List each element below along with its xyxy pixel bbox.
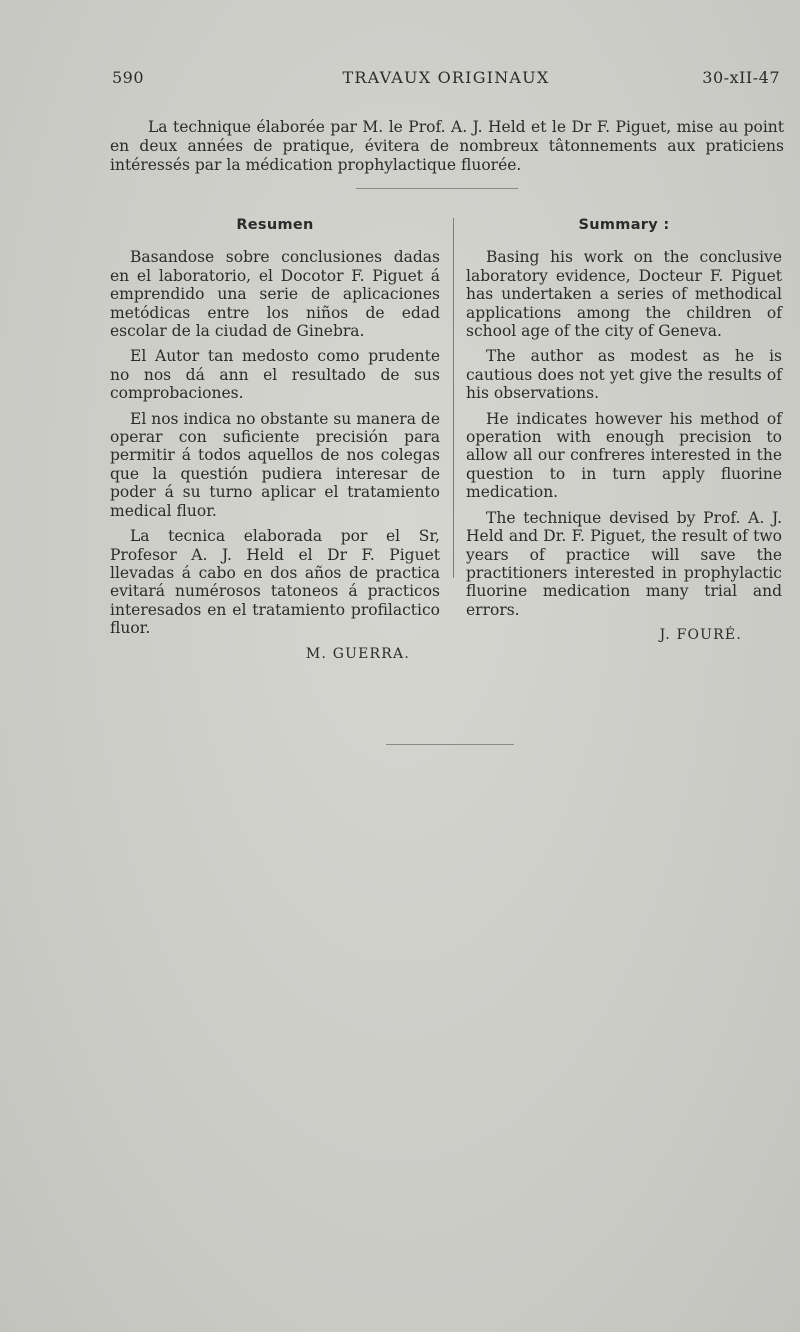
summary-column: [466, 216, 782, 645]
section-divider-bottom: [386, 744, 514, 745]
summary-heading: Summary :: [578, 217, 670, 233]
resumen-paragraph: La tecnica elaborada por el Sr, Profesor A. J. Held el Dr F. Piguet llevadas á cabo en dos años de practica evitará numérosos tatoneos á practicos interesados en el tratamiento profilactico fluor.: [110, 527, 440, 638]
resumen-paragraph: El nos indica no obstante su manera de operar con suficiente precisión para permitir á todos aquellos de nos colegas que la questión pudiera interesar de poder á su turno aplicar el tratamiento medical fluor.: [110, 409, 440, 520]
summary-paragraph: Basing his work on the conclusive laboratory evidence, Docteur F. Piguet has undertaken a series of methodical applications among the children of school age of the city of Geneva.: [466, 248, 782, 341]
page-header: [112, 68, 780, 92]
journal-title: TRAVAUX ORIGINAUX: [342, 68, 550, 87]
resumen-signature: M. GUERRA.: [305, 645, 410, 662]
resumen-paragraph: El Autor tan medosto como prudente no nos dá ann el resultado de sus comprobaciones.: [110, 347, 440, 403]
intro-paragraph: La technique élaborée par M. le Prof. A. J. Held et le Dr F. Piguet, mise au point en deux années de pratique, évitera de nombreux tâtonnements aux praticiens intéressés par la médication prophylactique fluorée.: [110, 117, 784, 174]
section-divider-top: [356, 188, 518, 189]
page-number: 590: [112, 68, 145, 87]
resumen-paragraph: Basandose sobre conclusiones dadas en el laboratorio, el Docotor F. Piguet á emprendido una serie de aplicaciones metódicas entre los niños de edad escolar de la ciudad de Ginebra.: [110, 248, 440, 341]
resumen-column: [110, 216, 440, 663]
summary-paragraph: He indicates however his method of operation with enough precision to allow all our confreres interested in the question to in turn apply fluorine medication.: [466, 409, 782, 502]
summary-paragraph: The technique devised by Prof. A. J. Held and Dr. F. Piguet, the result of two years of practice will save the practitioners interested in prophylactic fluorine medication many trial and errors.: [466, 508, 782, 619]
issue-date: 30-xII-47: [702, 68, 780, 87]
summary-paragraph: The author as modest as he is cautious does not yet give the results of his observations.: [466, 347, 782, 403]
summary-signature: J. FOURÉ.: [659, 627, 742, 644]
resumen-heading: Resumen: [236, 217, 314, 233]
column-divider: [453, 218, 454, 578]
